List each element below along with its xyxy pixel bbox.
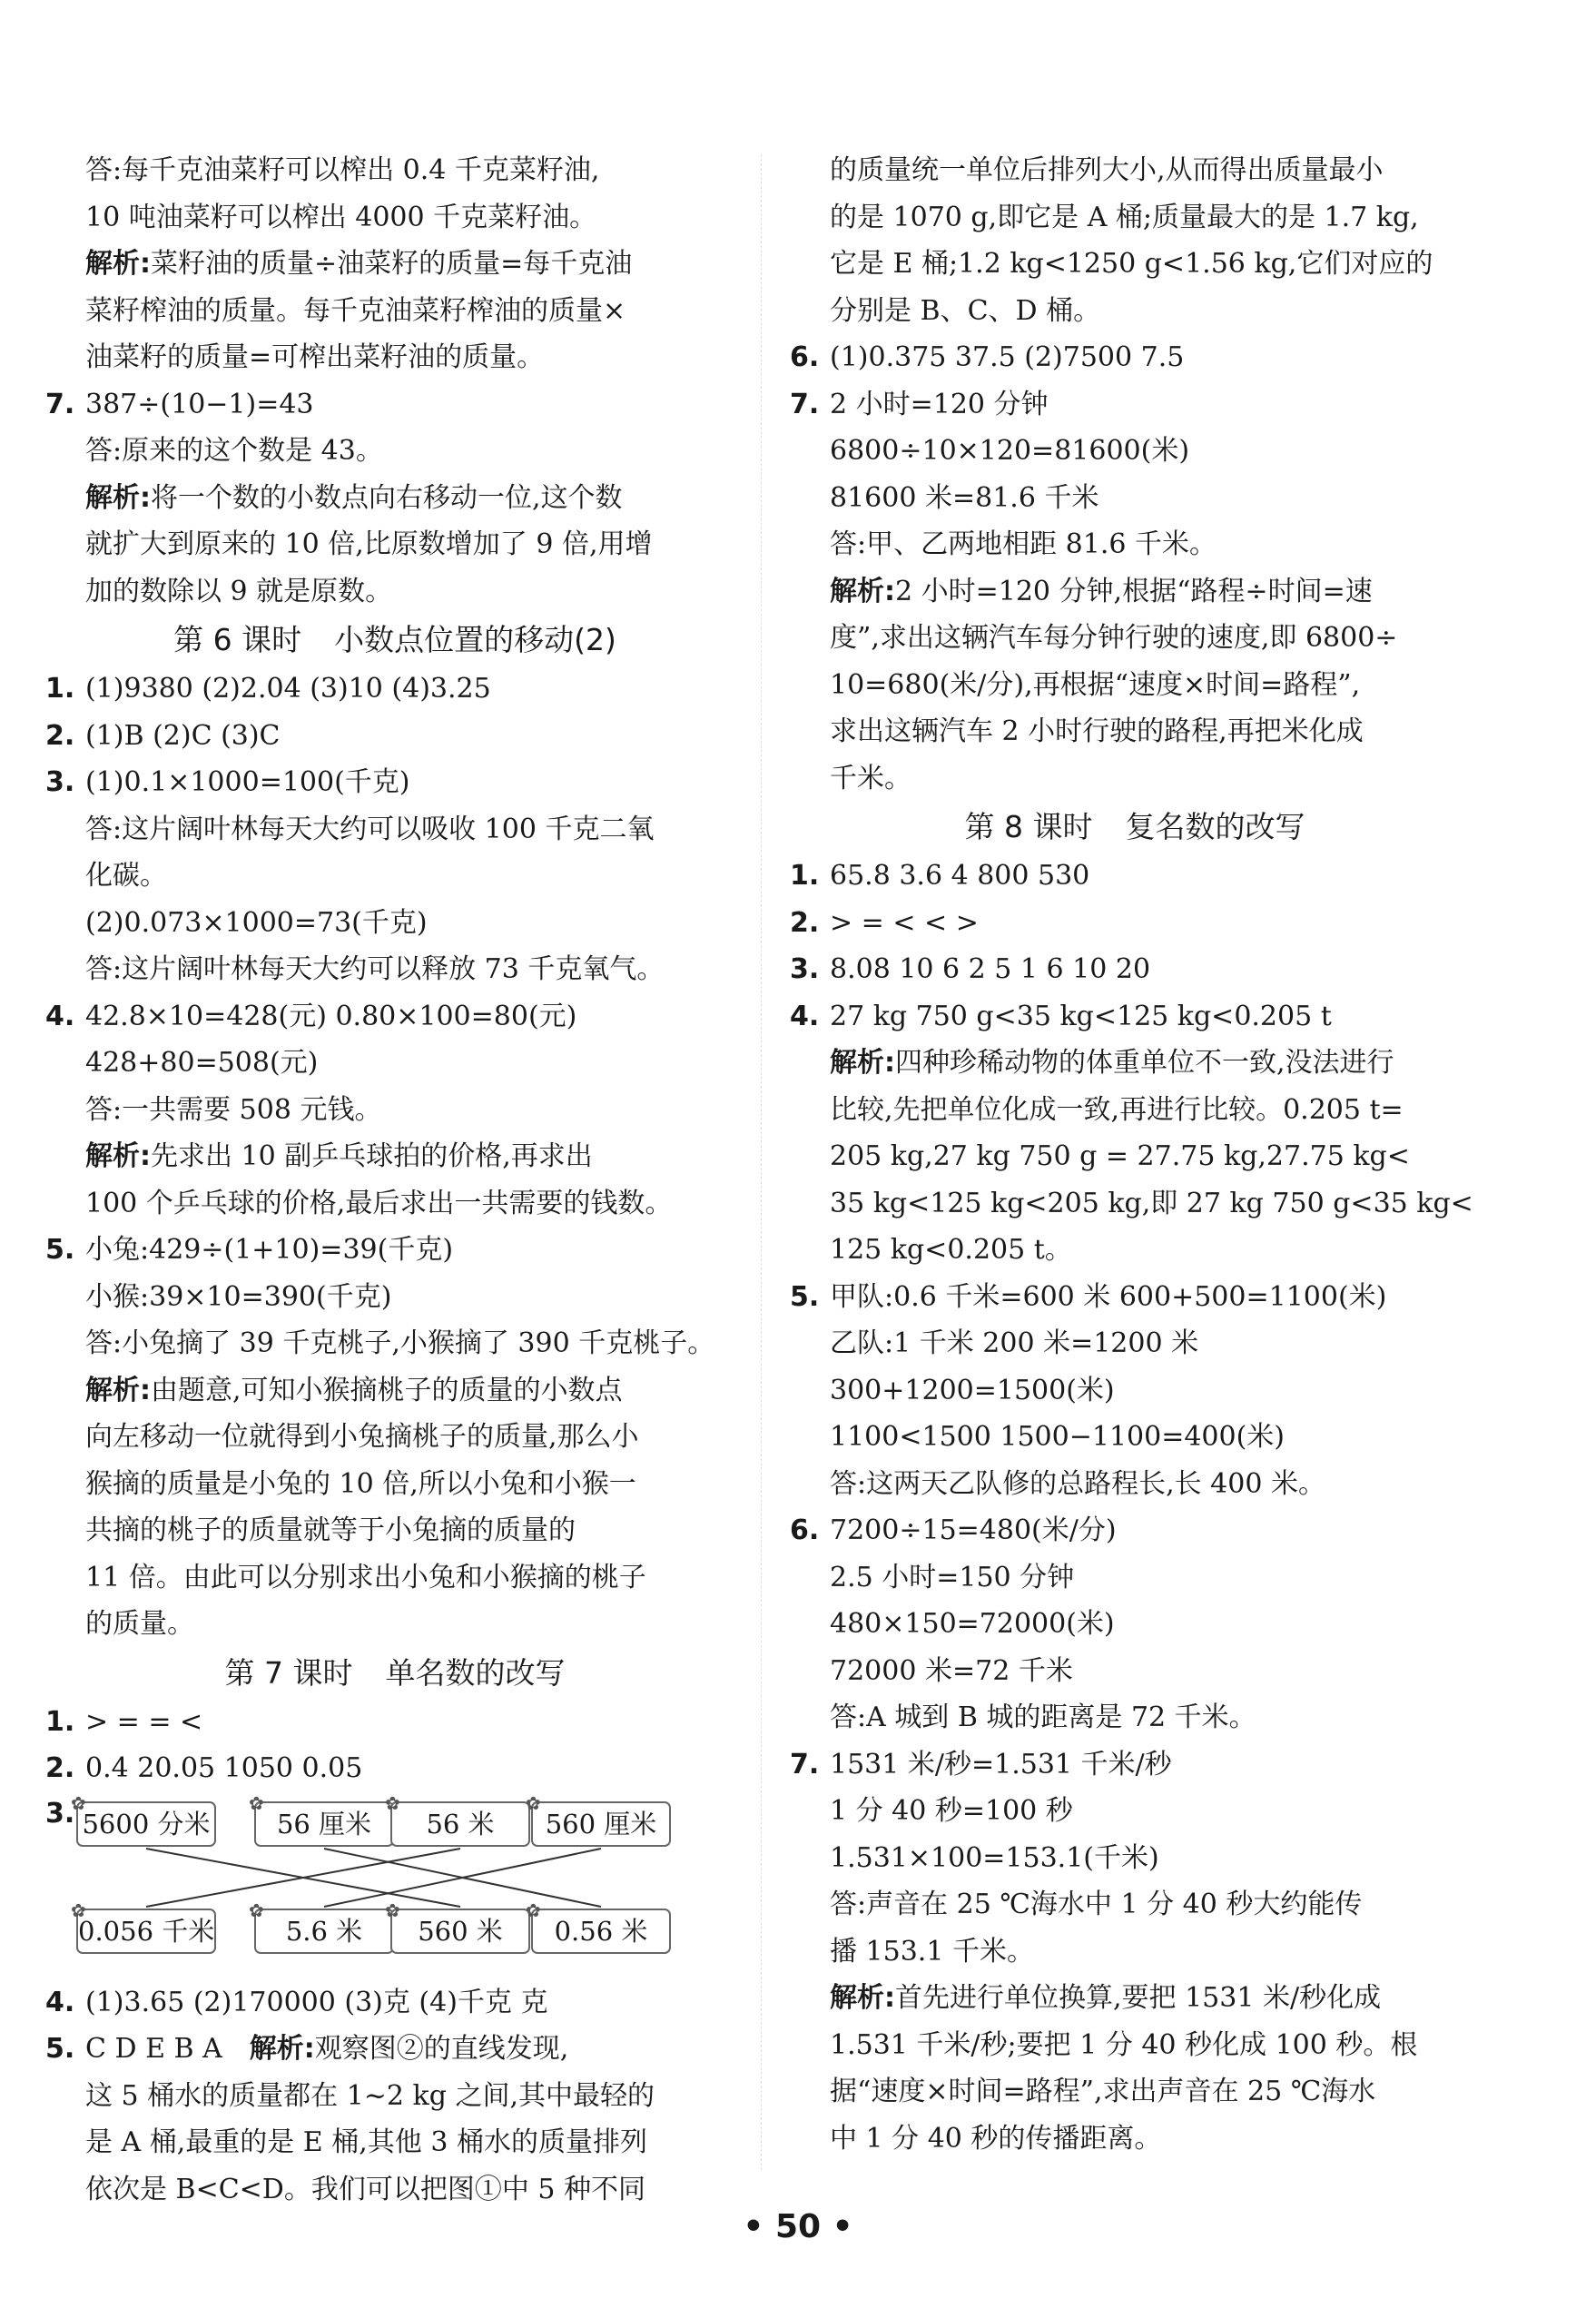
text-line: 1.531 千米/秒;要把 1 分 40 秒化成 100 秒。根 (830, 2028, 1418, 2061)
analysis-text: 观察图②的直线发现, (314, 2033, 569, 2065)
analysis-text: 由题意,可知小猴摘桃子的质量的小数点 (151, 1374, 623, 1406)
text-line: 比较,先把单位化成一致,再进行比较。0.205 t= (830, 1093, 1404, 1126)
analysis-label: 解析: (249, 2033, 315, 2065)
text-line: 1.531×100=153.1(千米) (830, 1841, 1159, 1874)
text-line: 11 倍。由此可以分别求出小兔和小猴摘的桃子 (85, 1561, 646, 1593)
question-text: 65.8 3.6 4 800 530 (830, 860, 1090, 892)
question-text: 42.8×10=428(元) 0.80×100=80(元) (85, 1000, 577, 1032)
l6-question-4 (45, 993, 744, 1041)
analysis-line (790, 1975, 1480, 2022)
question-number: 5. (45, 1234, 75, 1266)
text-line: 播 153.1 千米。 (830, 1935, 1034, 1968)
question-text: 小兔:429÷(1+10)=39(千克) (85, 1234, 454, 1266)
flower-icon: ✿ (526, 1791, 541, 1814)
question-text: 27 kg 750 g<35 kg<125 kg<0.205 t (830, 1000, 1332, 1032)
analysis-label: 解析: (830, 1047, 895, 1079)
question-text: (1)0.1×1000=100(千克) (85, 766, 410, 798)
text-line: 1100<1500 1500−1100=400(米) (830, 1421, 1286, 1453)
analysis-text: 首先进行单位换算,要把 1531 米/秒化成 (895, 1982, 1382, 2014)
analysis-label: 解析: (85, 1374, 151, 1406)
flower-icon: ✿ (249, 1899, 264, 1921)
question-text: 387÷(10−1)=43 (85, 388, 314, 420)
bottom-card (526, 1899, 671, 1954)
question-text: 8.08 10 6 2 5 1 6 10 20 (830, 953, 1151, 985)
question-number: 6. (790, 341, 820, 373)
analysis-text: 四种珍稀动物的体重单位不一致,没法进行 (895, 1047, 1394, 1079)
question-text: (1)0.375 37.5 (2)7500 7.5 (830, 341, 1185, 373)
question-text: C D E B A (85, 2033, 222, 2065)
analysis-text: 将一个数的小数点向右移动一位,这个数 (151, 481, 623, 514)
text-line: 就扩大到原来的 10 倍,比原数增加了 9 倍,用增 (85, 528, 653, 560)
card-text: 560 米 (418, 1915, 503, 1947)
question-number: 2. (45, 719, 75, 752)
text-line: 答:声音在 25 ℃海水中 1 分 40 秒大约能传 (830, 1889, 1363, 1920)
text-line: 428+80=508(元) (85, 1047, 319, 1079)
question-number: 6. (790, 1514, 820, 1546)
answer-line: 答:原来的这个数是 43。 (85, 435, 383, 467)
lesson-title: 复名数的改写 (1125, 809, 1305, 844)
question-number: 4. (45, 1000, 75, 1032)
bottom-card (71, 1899, 216, 1954)
text-line: 加的数除以 9 就是原数。 (85, 575, 393, 607)
analysis-line (45, 1133, 744, 1180)
page-number: • 50 • (743, 2208, 853, 2245)
analysis-line (45, 1367, 744, 1415)
question-number: 4. (45, 1986, 75, 2018)
analysis-text: 2 小时=120 分钟,根据“路程÷时间=速 (895, 575, 1373, 607)
lesson-title: 单名数的改写 (385, 1654, 566, 1691)
text-line: 6800÷10×120=81600(米) (830, 435, 1190, 467)
top-card (249, 1791, 394, 1847)
analysis-text: 菜籽油的质量÷油菜籽的质量=每千克油 (151, 248, 633, 280)
l6-question-5 (45, 1227, 744, 1274)
text-line: 答:这两天乙队修的总路程长,长 400 米。 (830, 1467, 1325, 1500)
text-line: 300+1200=1500(米) (830, 1374, 1115, 1406)
analysis-text: 先求出 10 副乒乓球拍的价格,再求出 (151, 1140, 593, 1172)
l8-question-6 (790, 1507, 1480, 1554)
top-card (526, 1791, 671, 1847)
question-number: 5. (45, 2033, 75, 2065)
question-7 (45, 381, 744, 429)
question-number: 1. (45, 1705, 75, 1738)
analysis-label: 解析: (830, 1982, 895, 2014)
question-number: 1. (790, 860, 820, 892)
question-number: 3. (790, 953, 820, 985)
l8-question-5 (790, 1274, 1480, 1321)
question-text: 1531 米/秒=1.531 千米/秒 (830, 1748, 1172, 1780)
card-text: 560 厘米 (545, 1808, 657, 1840)
l7-question-5 (45, 2026, 744, 2073)
text-line: 千米。 (830, 762, 911, 794)
question-text: 7200÷15=480(米/分) (830, 1514, 1117, 1546)
l8-question-2 (790, 900, 1480, 947)
question-text: > = < < > (830, 906, 979, 939)
l6-question-1 (45, 666, 744, 713)
text-line: 它是 E 桶;1.2 kg<1250 g<1.56 kg,它们对应的 (830, 248, 1433, 280)
text-line: 猴摘的质量是小兔的 10 倍,所以小兔和小猴一 (85, 1467, 636, 1500)
l7-question-4 (45, 1979, 744, 2027)
text-line: 205 kg,27 kg 750 g = 27.75 kg,27.75 kg< (830, 1140, 1410, 1172)
text-line: 答:每千克油菜籽可以榨出 0.4 千克菜籽油, (85, 154, 600, 186)
lesson-title: 小数点位置的移动(2) (334, 622, 616, 657)
question-text: (1)B (2)C (3)C (85, 719, 281, 752)
text-line: 答:甲、乙两地相距 81.6 千米。 (830, 528, 1217, 560)
text-line: 10 吨油菜籽可以榨出 4000 千克菜籽油。 (85, 201, 597, 233)
card-text: 56 米 (426, 1808, 495, 1840)
l8-question-4 (790, 993, 1480, 1041)
question-number: 3. (45, 766, 75, 798)
question-number: 3. (45, 1797, 75, 1830)
text-line: 向左移动一位就得到小兔摘桃子的质量,那么小 (85, 1421, 639, 1453)
question-text: 0.4 20.05 1050 0.05 (85, 1752, 363, 1784)
unit-matching-diagram (45, 1792, 744, 1979)
flower-icon: ✿ (71, 1899, 86, 1921)
question-text: 2 小时=120 分钟 (830, 388, 1049, 420)
lesson-8-heading (790, 802, 1480, 853)
text-line: 答:A 城到 B 城的距离是 72 千米。 (830, 1702, 1256, 1733)
card-text: 0.056 千米 (78, 1915, 215, 1947)
right-column (790, 147, 1480, 2162)
analysis-label: 解析: (85, 1140, 151, 1172)
card-text: 0.56 米 (554, 1915, 648, 1947)
analysis-line (45, 475, 744, 522)
text-line: 10=680(米/分),再根据“速度×时间=路程”, (830, 668, 1361, 701)
text-line: 72000 米=72 千米 (830, 1654, 1073, 1687)
card-text: 5600 分米 (82, 1808, 211, 1840)
flower-icon: ✿ (526, 1899, 541, 1921)
text-line: 度”,求出这辆汽车每分钟行驶的速度,即 6800÷ (830, 622, 1398, 654)
question-number: 7. (45, 388, 75, 420)
bottom-card (249, 1899, 394, 1954)
question-number: 7. (790, 388, 820, 420)
l8-question-7 (790, 1741, 1480, 1789)
text-line: 共摘的桃子的质量就等于小兔摘的质量的 (85, 1514, 576, 1546)
card-text: 56 厘米 (276, 1808, 372, 1840)
top-card (385, 1791, 530, 1847)
text-line: 这 5 桶水的质量都在 1~2 kg 之间,其中最轻的 (85, 2079, 655, 2112)
text-line: (2)0.073×1000=73(千克) (85, 906, 428, 939)
analysis-label: 解析: (85, 248, 151, 280)
column-divider (761, 154, 762, 2170)
flower-icon: ✿ (385, 1791, 400, 1814)
text-line: 乙队:1 千米 200 米=1200 米 (830, 1327, 1199, 1359)
text-line: 油菜籽的质量=可榨出菜籽油的质量。 (85, 341, 545, 373)
question-number: 2. (45, 1752, 75, 1784)
l6-question-3 (45, 759, 744, 806)
text-line: 中 1 分 40 秒的传播距离。 (830, 2122, 1162, 2155)
question-number: 5. (790, 1280, 820, 1313)
lesson-number: 第 7 课时 (224, 1654, 353, 1691)
question-text: (1)9380 (2)2.04 (3)10 (4)3.25 (85, 673, 491, 705)
text-line: 100 个乒乓球的价格,最后求出一共需要的钱数。 (85, 1187, 673, 1219)
l8-question-3 (790, 946, 1480, 993)
question-number: 2. (790, 906, 820, 939)
analysis-label: 解析: (85, 481, 151, 514)
analysis-line (790, 568, 1480, 616)
question-number: 7. (790, 1748, 820, 1780)
question-text: 甲队:0.6 千米=600 米 600+500=1100(米) (830, 1280, 1387, 1313)
flower-icon: ✿ (71, 1791, 86, 1814)
lesson-7-heading (45, 1648, 744, 1699)
text-line: 依次是 B<C<D。我们可以把图①中 5 种不同 (85, 2173, 646, 2205)
analysis-line (790, 1040, 1480, 1087)
analysis-line (45, 241, 744, 288)
text-line: 的质量。 (85, 1608, 194, 1640)
text-line: 2.5 小时=150 分钟 (830, 1561, 1075, 1593)
text-line: 是 A 桶,最重的是 E 桶,其他 3 桶水的质量排列 (85, 2126, 647, 2158)
question-7 (790, 381, 1480, 429)
text-line: 1 分 40 秒=100 秒 (830, 1795, 1073, 1827)
lesson-6-heading (45, 615, 744, 666)
lesson-number: 第 6 课时 (173, 622, 302, 657)
text-line: 分别是 B、C、D 桶。 (830, 294, 1101, 327)
question-number: 1. (45, 673, 75, 705)
text-line: 的是 1070 g,即它是 A 桶;质量最大的是 1.7 kg, (830, 201, 1419, 233)
text-line: 答:这片阔叶林每天大约可以释放 73 千克氧气。 (85, 953, 665, 985)
text-line: 答:小兔摘了 39 千克桃子,小猴摘了 390 千克桃子。 (85, 1327, 715, 1359)
text-line: 小猴:39×10=390(千克) (85, 1280, 392, 1313)
l7-question-1 (45, 1699, 744, 1746)
l8-question-1 (790, 853, 1480, 900)
left-column (45, 147, 744, 2213)
card-text: 5.6 米 (285, 1915, 363, 1947)
lesson-number: 第 8 课时 (964, 809, 1093, 844)
text-line: 求出这辆汽车 2 小时行驶的路程,再把米化成 (830, 715, 1364, 747)
analysis-label: 解析: (830, 575, 895, 607)
flower-icon: ✿ (385, 1899, 400, 1921)
text-line: 菜籽榨油的质量。每千克油菜籽榨油的质量× (85, 294, 626, 327)
l7-question-2 (45, 1745, 744, 1792)
text-line: 480×150=72000(米) (830, 1608, 1115, 1640)
text-line: 答:一共需要 508 元钱。 (85, 1093, 382, 1126)
text-line: 答:这片阔叶林每天大约可以吸收 100 千克二氧 (85, 813, 655, 845)
text-line: 81600 米=81.6 千米 (830, 481, 1099, 514)
text-line: 35 kg<125 kg<205 kg,即 27 kg 750 g<35 kg< (830, 1187, 1473, 1219)
flower-icon: ✿ (249, 1791, 264, 1814)
text-line: 的质量统一单位后排列大小,从而得出质量最小 (830, 154, 1384, 186)
question-text: (1)3.65 (2)170000 (3)克 (4)千克 克 (85, 1986, 548, 2018)
question-6 (790, 334, 1480, 381)
text-line: 化碳。 (85, 860, 167, 892)
question-number: 4. (790, 1000, 820, 1032)
bottom-card (385, 1899, 530, 1954)
top-card (71, 1791, 216, 1847)
l6-question-2 (45, 713, 744, 760)
question-text: > = = < (85, 1705, 203, 1738)
text-line: 125 kg<0.205 t。 (830, 1234, 1072, 1266)
text-line: 据“速度×时间=路程”,求出声音在 25 ℃海水 (830, 2076, 1376, 2107)
